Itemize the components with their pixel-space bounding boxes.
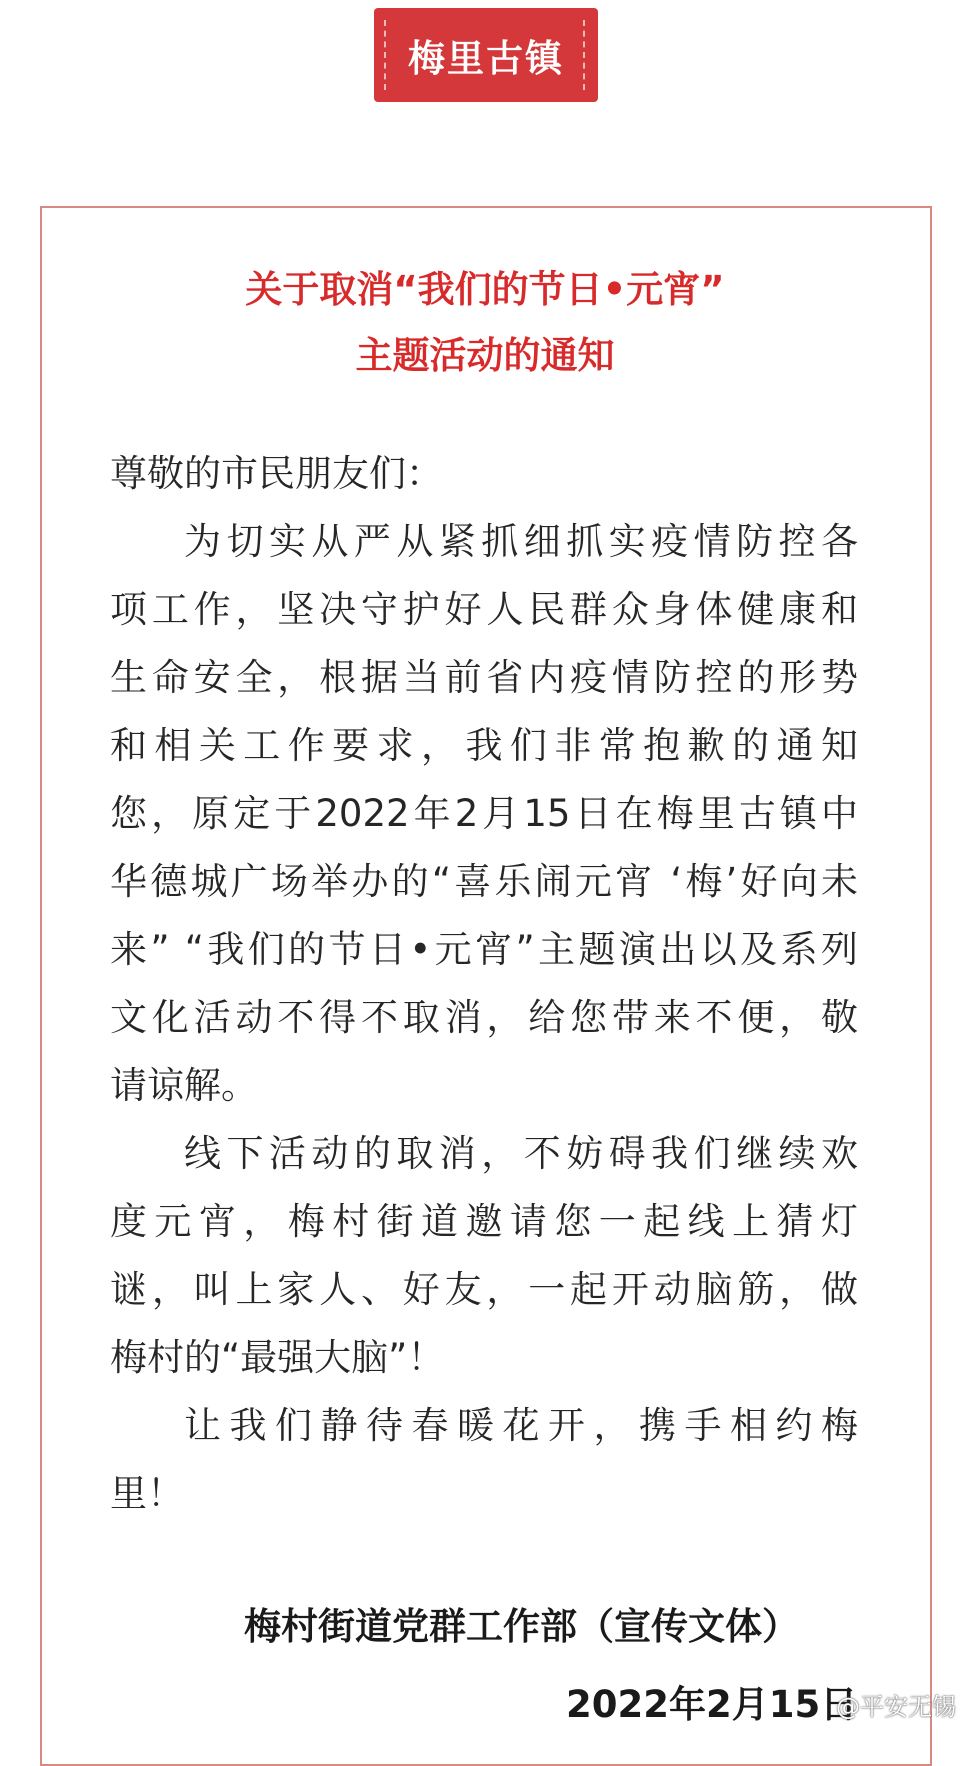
paragraph-line: 为切实从严从紧抓细抓实疫情防控各 (184, 520, 858, 563)
paragraph-line: 梅村的“最强大脑”！ (110, 1336, 445, 1379)
paragraph-line: 让我们静待春暖花开，携手相约梅 (184, 1404, 858, 1447)
paragraph-line: 来” “我们的节日•元宵”主题演出以及系列 (110, 928, 858, 971)
header-badge (374, 8, 598, 102)
paragraph-line: 您，原定于2022年2月15日在梅里古镇中 (110, 792, 858, 835)
paragraph-line: 度元宵，梅村街道邀请您一起线上猜灯 (110, 1200, 858, 1243)
notice-title-line-1: 关于取消“我们的节日•元宵” (245, 268, 725, 311)
header-badge-text: 梅里古镇 (408, 37, 564, 80)
notice-title-line-2: 主题活动的通知 (355, 334, 615, 377)
signature-organization: 梅村街道党群工作部（宣传文体） (244, 1605, 799, 1648)
paragraph-line: 华德城广场举办的“喜乐闹元宵 ‘梅’好向未 (110, 860, 858, 903)
paragraph-line: 项工作，坚决守护好人民群众身体健康和 (110, 588, 858, 631)
paragraph-line: 生命安全，根据当前省内疫情防控的形势 (110, 656, 858, 699)
paragraph-line: 里！ (110, 1472, 184, 1515)
signature-date: 2022年2月15日 (566, 1683, 858, 1726)
paragraph-line: 请谅解。 (110, 1064, 258, 1107)
paragraph-line: 文化活动不得不取消，给您带来不便，敬 (110, 996, 858, 1039)
watermark: @平安无锡 (836, 1693, 956, 1721)
greeting: 尊敬的市民朋友们： (110, 452, 443, 495)
paragraph-line: 谜，叫上家人、好友，一起开动脑筋，做 (110, 1268, 858, 1311)
paragraph-line: 和相关工作要求，我们非常抱歉的通知 (110, 724, 858, 767)
paragraph-line: 线下活动的取消，不妨碍我们继续欢 (184, 1132, 858, 1175)
